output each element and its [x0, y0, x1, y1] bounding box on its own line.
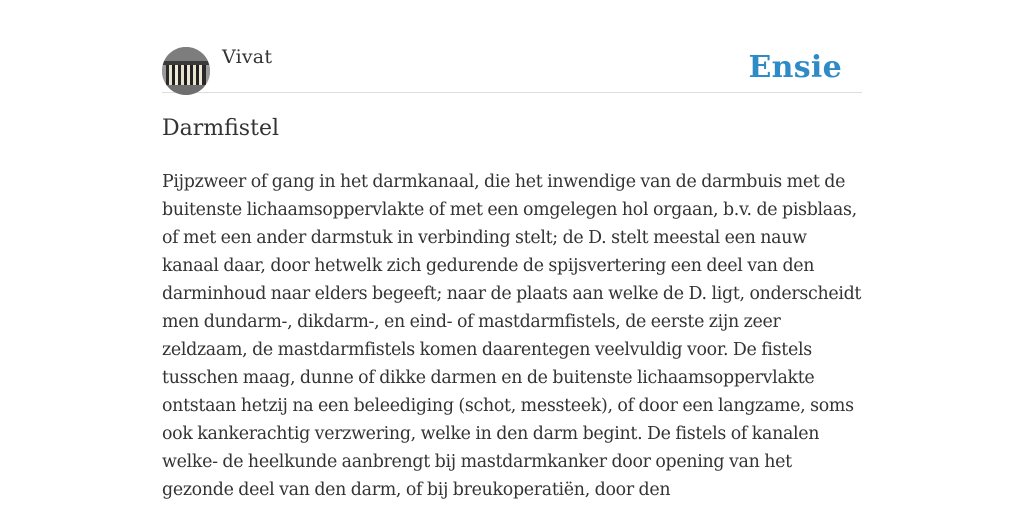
source-name[interactable]: Vivat [222, 46, 273, 68]
brand-logo[interactable]: Ensie [748, 50, 842, 85]
avatar-image [162, 47, 210, 95]
book-spines-icon[interactable] [162, 47, 210, 95]
page-header [162, 46, 862, 93]
article-body: Pijpzweer of gang in het darmkanaal, die het inwendige van de darmbuis met de buitenste lichaamsoppervlakte of met een omgelegen hol orgaan, b.v. de pisblaas, of met een ander darmstuk in verbinding stelt; de D. stelt meestal een nauw kanaal daar, door hetwelk zich gedurende de spijsvertering een deel van den darminhoud naar elders begeeft; naar de plaats aan welke de D. ligt, onderscheidt men dundarm-, dikdarm-, en eind- of mastdarmfistels, de eerste zijn zeer zeldzaam, de mastdarmfistels komen daarentegen veelvuldig voor. De fistels tusschen maag, dunne of dikke darmen en de buitenste lichaamsoppervlakte ontstaan hetzij na een beleediging (schot, messteek), of door een langzame, soms ook kankerachtig verzwering, welke in den darm begint. De fistels of kanalen welke- de heelkunde aanbrengt bij mastdarmkanker door opening van het gezonde deel van den darm, of bij breukoperatiën, door den [162, 172, 862, 500]
article-title: Darmfistel [162, 116, 279, 141]
